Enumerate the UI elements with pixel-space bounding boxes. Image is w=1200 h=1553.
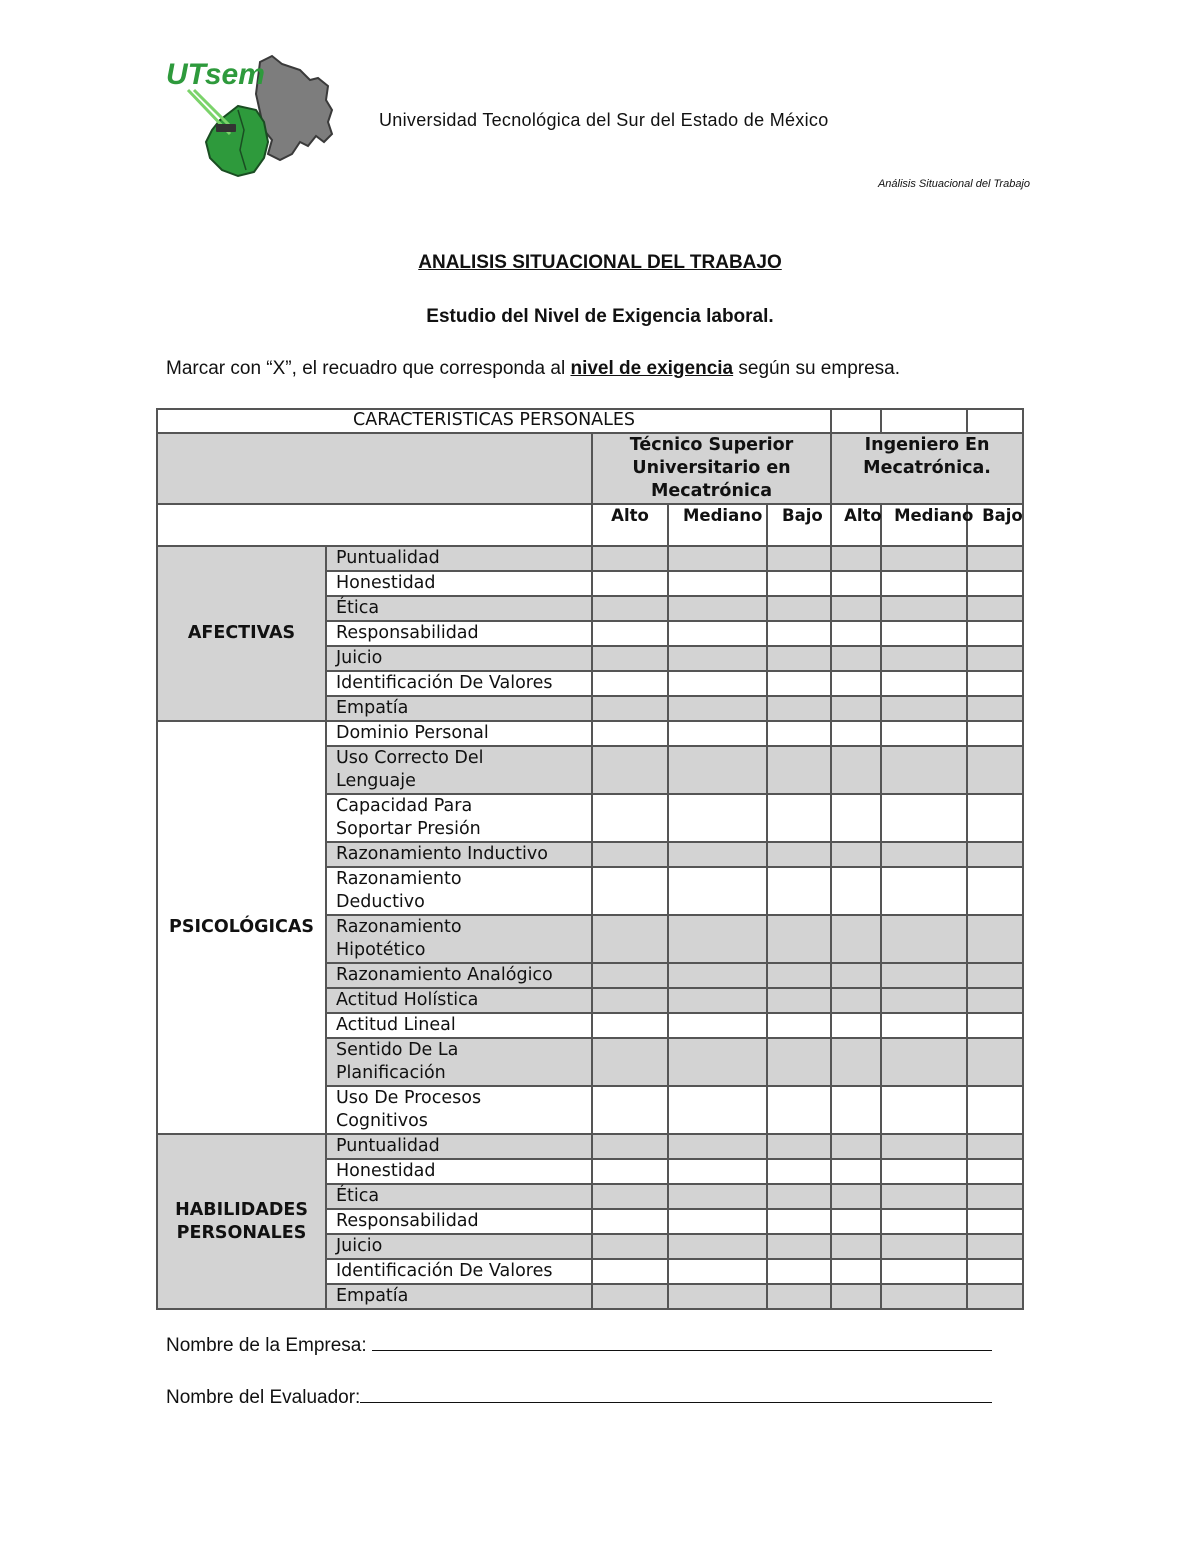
instruction-after: según su empresa.: [733, 358, 900, 379]
level-header: Alto: [592, 504, 668, 546]
mark-cell[interactable]: [881, 1259, 967, 1284]
characteristic-label: Identificación De Valores: [326, 671, 592, 696]
characteristic-label: Razonamiento Inductivo: [326, 842, 592, 867]
mark-cell[interactable]: [668, 721, 767, 746]
characteristic-label: Actitud Lineal: [326, 1013, 592, 1038]
mark-cell[interactable]: [592, 746, 668, 794]
mark-cell[interactable]: [881, 1013, 967, 1038]
characteristic-label: Razonamiento Analógico: [326, 963, 592, 988]
mark-cell[interactable]: [881, 915, 967, 963]
mark-cell[interactable]: [831, 1234, 881, 1259]
characteristic-label: Puntualidad: [326, 546, 592, 571]
category-label: PSICOLÓGICAS: [157, 721, 326, 1134]
mark-cell[interactable]: [881, 721, 967, 746]
mark-cell[interactable]: [767, 696, 831, 721]
level-header: Mediano: [881, 504, 967, 546]
evaluator-label: Nombre del Evaluador:: [166, 1387, 361, 1408]
mark-cell[interactable]: [668, 1259, 767, 1284]
characteristic-label: Responsabilidad: [326, 621, 592, 646]
instruction-emphasis: nivel de exigencia: [570, 358, 734, 379]
mark-cell[interactable]: [967, 1184, 1023, 1209]
mark-cell[interactable]: [831, 963, 881, 988]
mark-cell[interactable]: [668, 1159, 767, 1184]
mark-cell[interactable]: [592, 1159, 668, 1184]
characteristic-label: Identificación De Valores: [326, 1259, 592, 1284]
mark-cell[interactable]: [831, 671, 881, 696]
mark-cell[interactable]: [831, 1184, 881, 1209]
mark-cell[interactable]: [668, 915, 767, 963]
mark-cell[interactable]: [881, 794, 967, 842]
table-row: [157, 546, 1023, 571]
mark-cell[interactable]: [592, 571, 668, 596]
category-label: HABILIDADES PERSONALES: [157, 1134, 326, 1309]
mark-cell[interactable]: [767, 621, 831, 646]
mark-cell[interactable]: [967, 915, 1023, 963]
mark-cell[interactable]: [592, 621, 668, 646]
mark-cell[interactable]: [831, 1038, 881, 1086]
group-header-row: [157, 433, 1023, 504]
mark-cell[interactable]: [668, 1234, 767, 1259]
mark-cell[interactable]: [668, 794, 767, 842]
characteristic-label: Sentido De La Planificación: [326, 1038, 592, 1086]
mark-cell[interactable]: [967, 746, 1023, 794]
mark-cell[interactable]: [831, 867, 881, 915]
characteristic-label: Responsabilidad: [326, 1209, 592, 1234]
mark-cell[interactable]: [967, 621, 1023, 646]
mark-cell[interactable]: [967, 1086, 1023, 1134]
mark-cell[interactable]: [592, 1086, 668, 1134]
mark-cell[interactable]: [831, 1134, 881, 1159]
mark-cell[interactable]: [831, 696, 881, 721]
mark-cell[interactable]: [767, 1134, 831, 1159]
mark-cell[interactable]: [967, 1159, 1023, 1184]
mark-cell[interactable]: [881, 1184, 967, 1209]
mark-cell[interactable]: [967, 1209, 1023, 1234]
mark-cell[interactable]: [881, 1284, 967, 1309]
evaluation-table: [156, 408, 1024, 1310]
mark-cell[interactable]: [967, 1038, 1023, 1086]
mark-cell[interactable]: [881, 546, 967, 571]
mark-cell[interactable]: [767, 1209, 831, 1234]
mark-cell[interactable]: [592, 1234, 668, 1259]
mark-cell[interactable]: [592, 1184, 668, 1209]
mark-cell[interactable]: [767, 1184, 831, 1209]
instruction-text: [166, 358, 900, 380]
mark-cell[interactable]: [881, 1086, 967, 1134]
characteristic-label: Puntualidad: [326, 1134, 592, 1159]
mark-cell[interactable]: [668, 867, 767, 915]
mark-cell[interactable]: [668, 1038, 767, 1086]
mark-cell[interactable]: [831, 546, 881, 571]
mark-cell[interactable]: [592, 988, 668, 1013]
company-field: [166, 1332, 992, 1357]
mark-cell[interactable]: [592, 1259, 668, 1284]
mark-cell[interactable]: [767, 646, 831, 671]
mark-cell[interactable]: [668, 1209, 767, 1234]
instruction-before: Marcar con “X”, el recuadro que corresponda al: [166, 358, 571, 379]
mark-cell[interactable]: [831, 915, 881, 963]
category-label: AFECTIVAS: [157, 546, 326, 721]
evaluator-line[interactable]: [360, 1384, 992, 1403]
level-header: Bajo: [967, 504, 1023, 546]
mark-cell[interactable]: [881, 1038, 967, 1086]
mark-cell[interactable]: [967, 842, 1023, 867]
mark-cell[interactable]: [967, 596, 1023, 621]
characteristic-label: Razonamiento Hipotético: [326, 915, 592, 963]
evaluator-field: [166, 1384, 992, 1409]
mark-cell[interactable]: [967, 794, 1023, 842]
mark-cell[interactable]: [767, 1284, 831, 1309]
characteristic-label: Dominio Personal: [326, 721, 592, 746]
logo-text: UTsem: [166, 58, 265, 91]
mark-cell[interactable]: [881, 746, 967, 794]
mark-cell[interactable]: [967, 963, 1023, 988]
mark-cell[interactable]: [831, 842, 881, 867]
mark-cell[interactable]: [592, 842, 668, 867]
mark-cell[interactable]: [967, 696, 1023, 721]
table-row: [157, 721, 1023, 746]
mark-cell[interactable]: [881, 596, 967, 621]
mark-cell[interactable]: [668, 646, 767, 671]
mark-cell[interactable]: [668, 746, 767, 794]
level-header-row: [157, 504, 1023, 546]
mark-cell[interactable]: [668, 1284, 767, 1309]
header-empty-cell: [881, 409, 967, 433]
mark-cell[interactable]: [831, 1013, 881, 1038]
characteristic-label: Juicio: [326, 1234, 592, 1259]
mark-cell[interactable]: [767, 596, 831, 621]
mark-cell[interactable]: [668, 546, 767, 571]
header-empty-cell: [831, 409, 881, 433]
mark-cell[interactable]: [881, 1159, 967, 1184]
running-head: Análisis Situacional del Trabajo: [877, 178, 1030, 190]
mark-cell[interactable]: [668, 621, 767, 646]
mark-cell[interactable]: [668, 963, 767, 988]
mark-cell[interactable]: [668, 1086, 767, 1134]
mark-cell[interactable]: [767, 963, 831, 988]
mark-cell[interactable]: [831, 794, 881, 842]
table-title-row: [157, 409, 1023, 433]
mark-cell[interactable]: [668, 842, 767, 867]
characteristic-label: Uso Correcto Del Lenguaje: [326, 746, 592, 794]
mark-cell[interactable]: [668, 696, 767, 721]
mark-cell[interactable]: [767, 1259, 831, 1284]
mark-cell[interactable]: [668, 1184, 767, 1209]
mark-cell[interactable]: [967, 1234, 1023, 1259]
mark-cell[interactable]: [831, 646, 881, 671]
mark-cell[interactable]: [767, 1159, 831, 1184]
mark-cell[interactable]: [767, 915, 831, 963]
mark-cell[interactable]: [967, 867, 1023, 915]
mark-cell[interactable]: [767, 988, 831, 1013]
mark-cell[interactable]: [881, 571, 967, 596]
mark-cell[interactable]: [767, 794, 831, 842]
characteristic-label: Ética: [326, 1184, 592, 1209]
mark-cell[interactable]: [881, 671, 967, 696]
mark-cell[interactable]: [668, 1013, 767, 1038]
mark-cell[interactable]: [668, 571, 767, 596]
mark-cell[interactable]: [592, 1284, 668, 1309]
characteristic-label: Ética: [326, 596, 592, 621]
characteristic-label: Actitud Holística: [326, 988, 592, 1013]
mark-cell[interactable]: [767, 671, 831, 696]
mark-cell[interactable]: [592, 1013, 668, 1038]
mark-cell[interactable]: [592, 963, 668, 988]
mark-cell[interactable]: [592, 646, 668, 671]
mark-cell[interactable]: [831, 1209, 881, 1234]
mark-cell[interactable]: [767, 1234, 831, 1259]
mark-cell[interactable]: [592, 721, 668, 746]
mark-cell[interactable]: [881, 646, 967, 671]
characteristic-label: Razonamiento Deductivo: [326, 867, 592, 915]
mark-cell[interactable]: [881, 1134, 967, 1159]
characteristic-label: Honestidad: [326, 571, 592, 596]
mark-cell[interactable]: [767, 721, 831, 746]
mark-cell[interactable]: [967, 1013, 1023, 1038]
mark-cell[interactable]: [967, 1134, 1023, 1159]
group-header-ing: Ingeniero En Mecatrónica.: [831, 433, 1023, 504]
mark-cell[interactable]: [831, 621, 881, 646]
mark-cell[interactable]: [967, 1259, 1023, 1284]
mark-cell[interactable]: [767, 546, 831, 571]
mark-cell[interactable]: [767, 1038, 831, 1086]
mark-cell[interactable]: [881, 867, 967, 915]
document-title: ANALISIS SITUACIONAL DEL TRABAJO: [418, 252, 782, 273]
mark-cell[interactable]: [831, 596, 881, 621]
mark-cell[interactable]: [668, 1134, 767, 1159]
mark-cell[interactable]: [767, 842, 831, 867]
characteristic-label: Empatía: [326, 1284, 592, 1309]
mark-cell[interactable]: [967, 546, 1023, 571]
mark-cell[interactable]: [592, 867, 668, 915]
utsem-logo: [160, 50, 340, 180]
mark-cell[interactable]: [881, 988, 967, 1013]
mark-cell[interactable]: [881, 963, 967, 988]
mark-cell[interactable]: [767, 746, 831, 794]
group-header-spacer: [157, 433, 592, 504]
mark-cell[interactable]: [831, 1159, 881, 1184]
mark-cell[interactable]: [831, 721, 881, 746]
mark-cell[interactable]: [668, 671, 767, 696]
header-empty-cell: [967, 409, 1023, 433]
mark-cell[interactable]: [592, 596, 668, 621]
mark-cell[interactable]: [881, 1234, 967, 1259]
mark-cell[interactable]: [967, 988, 1023, 1013]
level-header: Bajo: [767, 504, 831, 546]
mark-cell[interactable]: [592, 671, 668, 696]
mark-cell[interactable]: [881, 696, 967, 721]
mark-cell[interactable]: [881, 1209, 967, 1234]
characteristic-label: Empatía: [326, 696, 592, 721]
mark-cell[interactable]: [592, 1134, 668, 1159]
mark-cell[interactable]: [592, 1038, 668, 1086]
table-title: CARACTERISTICAS PERSONALES: [157, 409, 831, 433]
mark-cell[interactable]: [592, 1209, 668, 1234]
mark-cell[interactable]: [831, 746, 881, 794]
mark-cell[interactable]: [831, 988, 881, 1013]
characteristic-label: Capacidad Para Soportar Presión: [326, 794, 592, 842]
mark-cell[interactable]: [881, 842, 967, 867]
level-header: Mediano: [668, 504, 767, 546]
mark-cell[interactable]: [831, 1284, 881, 1309]
mark-cell[interactable]: [881, 621, 967, 646]
mark-cell[interactable]: [592, 696, 668, 721]
mark-cell[interactable]: [592, 546, 668, 571]
mark-cell[interactable]: [767, 1013, 831, 1038]
mark-cell[interactable]: [967, 1284, 1023, 1309]
mark-cell[interactable]: [767, 867, 831, 915]
mark-cell[interactable]: [668, 988, 767, 1013]
document-subtitle: Estudio del Nivel de Exigencia laboral.: [426, 306, 774, 327]
mark-cell[interactable]: [767, 571, 831, 596]
mark-cell[interactable]: [592, 794, 668, 842]
mark-cell[interactable]: [668, 596, 767, 621]
mark-cell[interactable]: [967, 571, 1023, 596]
level-header: Alto: [831, 504, 881, 546]
mark-cell[interactable]: [967, 671, 1023, 696]
characteristic-label: Honestidad: [326, 1159, 592, 1184]
mark-cell[interactable]: [831, 571, 881, 596]
mark-cell[interactable]: [967, 646, 1023, 671]
mark-cell[interactable]: [767, 1086, 831, 1134]
characteristic-label: Juicio: [326, 646, 592, 671]
university-name: Universidad Tecnológica del Sur del Estado de México: [379, 110, 829, 130]
mark-cell[interactable]: [967, 721, 1023, 746]
company-line[interactable]: [372, 1332, 992, 1351]
mark-cell[interactable]: [831, 1086, 881, 1134]
table-row: [157, 1134, 1023, 1159]
level-header-spacer: [157, 504, 592, 546]
characteristic-label: Uso De Procesos Cognitivos: [326, 1086, 592, 1134]
group-header-tsu: Técnico Superior Universitario en Mecatrónica: [592, 433, 831, 504]
company-label: Nombre de la Empresa:: [166, 1335, 372, 1356]
mark-cell[interactable]: [592, 915, 668, 963]
mark-cell[interactable]: [831, 1259, 881, 1284]
